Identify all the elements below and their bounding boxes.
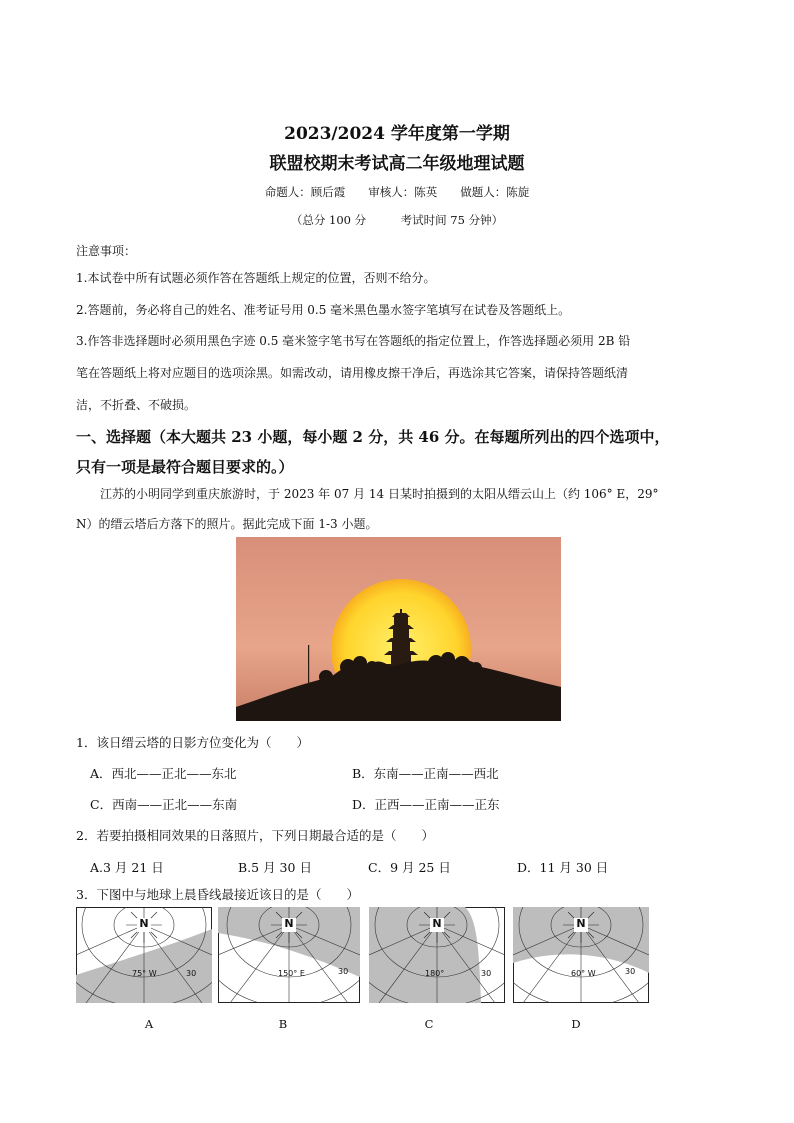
sunset-pagoda-illustration <box>236 537 561 721</box>
section-heading-line-2: 只有一项是最符合题目要求的。） <box>76 458 294 476</box>
map-a-letter: A <box>144 1017 154 1031</box>
map-c-latitude-label: 30 <box>481 969 492 978</box>
notice-item-1: 1.本试卷中所有试题必须作答在答题纸上规定的位置，否则不给分。 <box>76 271 436 285</box>
map-b-latitude-label: 30 <box>338 967 349 976</box>
polar-map-b <box>218 907 354 1003</box>
polar-map-a <box>76 907 212 1003</box>
map-a-latitude-label: 30 <box>186 969 197 978</box>
q1-option-d[interactable]: D．正西——正南——正东 <box>352 797 500 812</box>
map-a-pole-label: N <box>139 917 149 930</box>
q2-option-b[interactable]: B.5 月 30 日 <box>238 860 312 875</box>
notice-item-3-line-3: 洁，不折叠、不破损。 <box>76 398 197 412</box>
map-b-longitude-label: 150° E <box>278 969 305 978</box>
notice-item-3-line-1: 3.作答非选择题时必须用黑色字迹 0.5 毫米签字笔书写在答题纸的指定位置上，作答选择题必须用 2B 铅 <box>76 334 631 348</box>
map-c-pole-label: N <box>432 917 442 930</box>
q3-stem: 3．下图中与地球上晨昏线最接近该日的是（ ） <box>76 887 359 902</box>
polar-map-c <box>369 907 505 1003</box>
map-d-letter: D <box>571 1017 581 1031</box>
staff-line: 命题人：顾后霞 审核人：陈英 做题人：陈旋 <box>264 185 530 199</box>
q1-option-a[interactable]: A．西北——正北——东北 <box>90 766 237 781</box>
passage-line-1: 江苏的小明同学到重庆旅游时，于 2023 年 07 月 14 日某时拍摄到的太阳从缙云山上（约 106° E，29° <box>100 487 659 501</box>
map-d-longitude-label: 60° W <box>571 969 596 978</box>
title-line-2: 联盟校期末考试高二年级地理试题 <box>269 154 525 174</box>
map-b-letter: B <box>278 1017 288 1031</box>
sunset-pagoda-photo <box>236 537 561 721</box>
q2-stem: 2．若要拍摄相同效果的日落照片，下列日期最合适的是（ ） <box>76 828 434 843</box>
map-d-pole-label: N <box>576 917 586 930</box>
q2-option-d[interactable]: D．11 月 30 日 <box>517 860 609 875</box>
notice-heading: 注意事项： <box>76 244 137 258</box>
title-line-1: 2023/2024 学年度第一学期 <box>284 124 510 144</box>
passage-line-2: N）的缙云塔后方落下的照片。据此完成下面 1-3 小题。 <box>76 517 378 531</box>
q1-option-c[interactable]: C．西南——正北——东南 <box>90 797 238 812</box>
score-time-line: （总分 100 分 考试时间 75 分钟） <box>290 213 504 227</box>
notice-item-3-line-2: 笔在答题纸上将对应题目的选项涂黑。如需改动，请用橡皮擦干净后，再选涂其它答案，请保持答题纸清 <box>76 366 629 380</box>
q1-stem: 1．该日缙云塔的日影方位变化为（ ） <box>76 735 309 750</box>
map-c-letter: C <box>424 1017 434 1031</box>
map-b-pole-label: N <box>284 917 294 930</box>
q2-option-a[interactable]: A.3 月 21 日 <box>90 860 164 875</box>
notice-item-2: 2.答题前，务必将自己的姓名、准考证号用 0.5 毫米黑色墨水签字笔填写在试卷及答题纸上。 <box>76 303 571 317</box>
polar-map-d <box>513 907 649 1003</box>
map-c-longitude-label: 180° <box>425 969 445 978</box>
q1-option-b[interactable]: B．东南——正南——西北 <box>352 766 499 781</box>
map-d-latitude-label: 30 <box>625 967 636 976</box>
section-heading-line-1: 一、选择题（本大题共 23 小题，每小题 2 分，共 46 分。在每题所列出的四个选项中， <box>76 428 670 446</box>
map-a-longitude-label: 75° W <box>132 969 157 978</box>
q2-option-c[interactable]: C．9 月 25 日 <box>368 860 451 875</box>
